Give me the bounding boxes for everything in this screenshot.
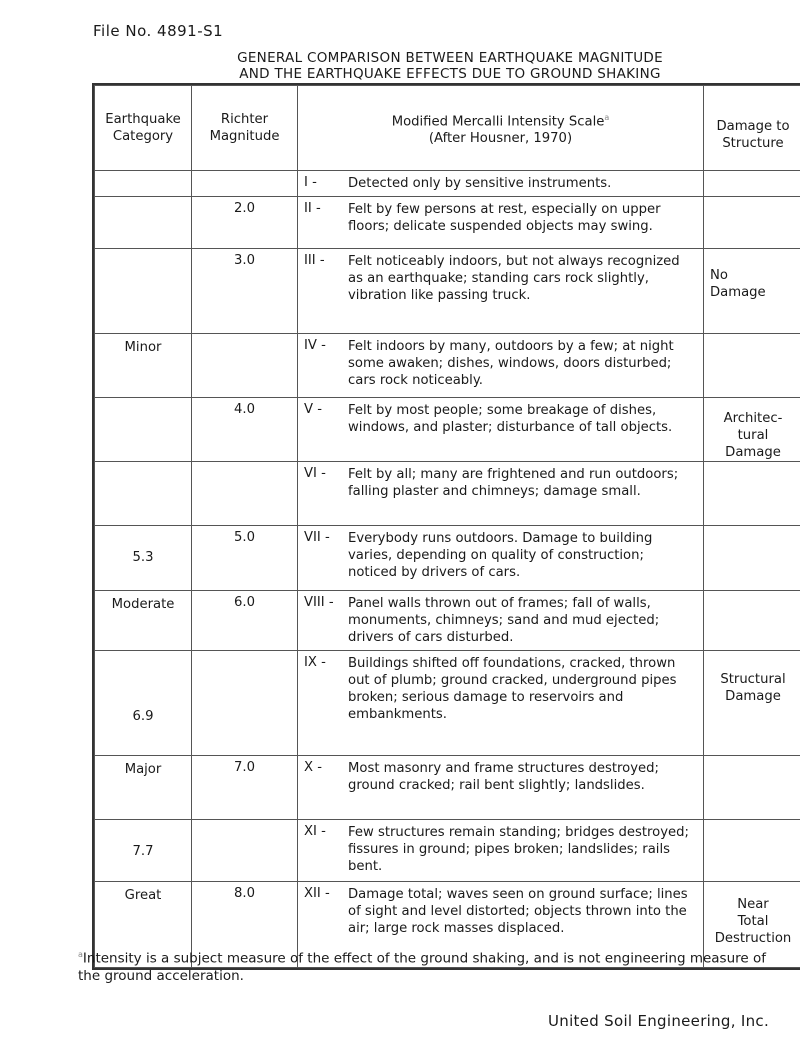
table-row [95,249,800,334]
damage-cell [704,820,800,882]
category-cell [95,398,192,462]
intensity-cell [298,398,704,462]
document-title [190,50,710,82]
comparison-table [92,83,800,970]
intensity-cell [298,591,704,651]
header-damage: Damage to Structure [704,86,800,171]
intensity-cell [298,526,704,591]
category-cell [95,197,192,249]
intensity-cell [298,334,704,398]
damage-total: Near Total Destruction [704,882,800,968]
intensity-cell [298,820,704,882]
company-name: United Soil Engineering, Inc. [548,1012,770,1030]
intensity-description: Most masonry and frame structures destroyed; ground cracked; rail bent slightly; landslides. [348,761,659,793]
magnitude-cell: 2.0 [192,197,298,249]
intensity-description: Felt by few persons at rest, especially on upper floors; delicate suspended objects may swing. [348,202,661,234]
category-cell [95,171,192,197]
damage-cell [704,171,800,197]
intensity-numeral: V - [304,402,322,417]
header-mercalli: Modified Mercalli Intensity Scale$^a$ (After Housner, 1970) [298,86,704,171]
table-row [95,462,800,526]
intensity-numeral: II - [304,201,321,216]
category-cell: Minor [95,334,192,398]
intensity-description: Buildings shifted off foundations, cracked, thrown out of plumb; ground cracked, underground pipes broken; serious damage to reservoirs and embankments. [348,656,677,722]
table-row [95,197,800,249]
intensity-numeral: XII - [304,886,330,901]
damage-cell [704,756,800,820]
intensity-cell [298,462,704,526]
table-row [95,820,800,882]
category-cell [95,249,192,334]
magnitude-cell: 7.0 [192,756,298,820]
intensity-numeral: VII - [304,530,330,545]
intensity-cell [298,171,704,197]
magnitude-cell [192,334,298,398]
intensity-numeral: I - [304,175,317,190]
damage-cell [704,526,800,591]
footnote-marker: a [604,112,610,122]
intensity-cell [298,249,704,334]
table-row [95,334,800,398]
magnitude-cell: 4.0 [192,398,298,462]
intensity-description: Felt by most people; some breakage of dishes, windows, and plaster; disturbance of tall objects. [348,403,673,435]
intensity-numeral: IX - [304,655,326,670]
damage-cell [704,591,800,651]
damage-cell [704,334,800,398]
magnitude-cell [192,820,298,882]
table-row [95,171,800,197]
intensity-numeral: X - [304,760,322,775]
intensity-description: Felt indoors by many, outdoors by a few; at night some awaken; dishes, windows, doors disturbed; cars rock noticeably. [348,339,674,388]
magnitude-cell [192,651,298,756]
category-cell: Great [95,882,192,968]
category-cell: 6.9 [95,651,192,756]
damage-no-damage: No Damage [704,249,800,334]
intensity-numeral: VI - [304,466,326,481]
table-row [95,526,800,591]
intensity-cell [298,651,704,756]
intensity-cell [298,197,704,249]
damage-architectural: Architec- tural Damage [704,398,800,462]
intensity-numeral: VIII - [304,595,334,610]
intensity-numeral: IV - [304,338,326,353]
table-row [95,756,800,820]
intensity-description: Felt by all; many are frightened and run outdoors; falling plaster and chimneys; damage small. [348,467,679,499]
footnote-marker: a [78,950,83,959]
magnitude-cell [192,462,298,526]
magnitude-cell: 6.0 [192,591,298,651]
header-richter: Richter Magnitude [192,86,298,171]
category-cell: Major [95,756,192,820]
title-line-1: GENERAL COMPARISON BETWEEN EARTHQUAKE MAGNITUDE [237,50,663,66]
table-header-row [95,86,800,171]
magnitude-cell: 3.0 [192,249,298,334]
footnote-text: Intensity is a subject measure of the effect of the ground shaking, and is not engineering measure of the ground acceleration. [78,950,767,984]
intensity-numeral: XI - [304,824,326,839]
header-category: Earthquake Category [95,86,192,171]
table-row [95,591,800,651]
magnitude-cell: 8.0 [192,882,298,968]
intensity-description: Detected only by sensitive instruments. [348,176,612,191]
category-cell: 7.7 [95,820,192,882]
table-row [95,398,800,462]
intensity-numeral: III - [304,253,325,268]
intensity-description: Damage total; waves seen on ground surface; lines of sight and level distorted; objects thrown into the air; large rock masses displaced. [348,887,688,936]
damage-cell [704,197,800,249]
intensity-description: Panel walls thrown out of frames; fall of walls, monuments, chimneys; sand and mud ejected; drivers of cars disturbed. [348,596,660,645]
magnitude-cell [192,171,298,197]
category-cell [95,462,192,526]
damage-structural: Structural Damage [704,651,800,756]
title-line-2: AND THE EARTHQUAKE EFFECTS DUE TO GROUND SHAKING [239,66,661,82]
damage-cell [704,462,800,526]
intensity-description: Few structures remain standing; bridges destroyed; fissures in ground; pipes broken; landslides; rails bent. [348,825,689,874]
intensity-cell [298,756,704,820]
table-row [95,651,800,756]
intensity-description: Everybody runs outdoors. Damage to building varies, depending on quality of construction; noticed by drivers of cars. [348,531,653,580]
file-number: File No. 4891-S1 [93,22,224,40]
footnote [78,946,790,985]
magnitude-cell: 5.0 [192,526,298,591]
category-cell: 5.3 [95,526,192,591]
intensity-description: Felt noticeably indoors, but not always recognized as an earthquake; standing cars rock slightly, vibration like passing truck. [348,254,680,303]
category-cell: Moderate [95,591,192,651]
